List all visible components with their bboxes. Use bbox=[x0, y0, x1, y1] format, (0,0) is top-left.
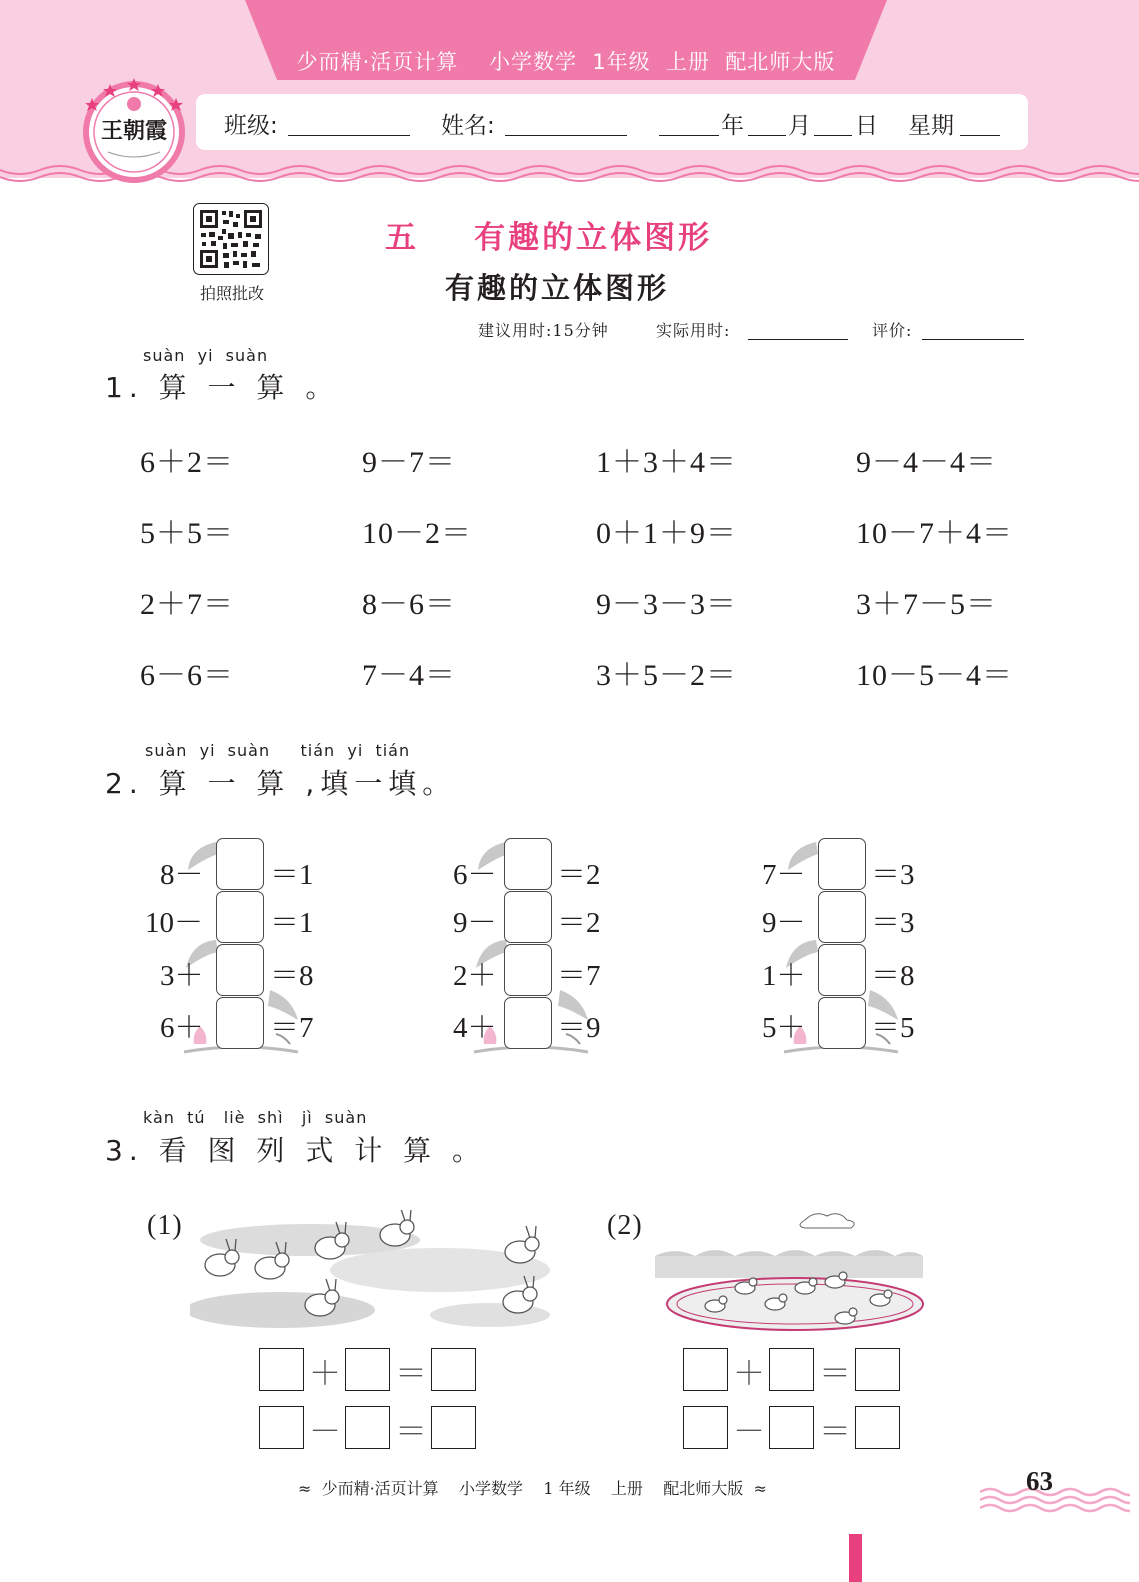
bamboo-equation-left: 3＋ bbox=[160, 960, 204, 992]
q1-equation[interactable]: 3＋5－2＝ bbox=[596, 659, 737, 692]
bamboo-equation-left: 2＋ bbox=[453, 960, 497, 992]
answer-box[interactable] bbox=[259, 1406, 304, 1449]
rabbits-illustration bbox=[190, 1210, 550, 1335]
q3-title: 3. 看 图 列 式 计 算 。 bbox=[105, 1134, 487, 1167]
q1-equation[interactable]: 9－7＝ bbox=[362, 446, 456, 479]
answer-box[interactable] bbox=[818, 944, 866, 996]
q1-equation[interactable]: 5＋5＝ bbox=[140, 517, 234, 550]
name-field[interactable] bbox=[505, 135, 627, 136]
bamboo-equation-right: ＝2 bbox=[557, 859, 601, 891]
bamboo-equation-left: 5＋ bbox=[762, 1012, 806, 1044]
q2-pinyin: suàn yi suàn tián yi tián bbox=[145, 741, 411, 760]
answer-box[interactable] bbox=[683, 1406, 728, 1449]
bamboo-equation-right: ＝3 bbox=[871, 859, 915, 891]
q1-equation[interactable]: 3＋7－5＝ bbox=[856, 588, 997, 621]
qr-label: 拍照批改 bbox=[199, 284, 264, 303]
bamboo-equation-left: 9－ bbox=[453, 907, 497, 939]
bamboo-equation-right: ＝8 bbox=[871, 960, 915, 992]
day-label: 日 bbox=[855, 113, 878, 139]
q1-equation[interactable]: 0＋1＋9＝ bbox=[596, 517, 737, 550]
answer-box[interactable] bbox=[683, 1348, 728, 1391]
equals-sign: ＝ bbox=[394, 1413, 427, 1449]
bamboo-equation-left: 8－ bbox=[160, 859, 204, 891]
rating-field[interactable] bbox=[922, 339, 1024, 340]
weekday-label: 星期 bbox=[908, 113, 954, 139]
bamboo-equation-left: 1＋ bbox=[762, 960, 806, 992]
q1-equation[interactable]: 6－6＝ bbox=[140, 659, 234, 692]
day-field[interactable] bbox=[814, 135, 852, 136]
answer-box[interactable] bbox=[431, 1348, 476, 1391]
page-number: 63 bbox=[1026, 1466, 1053, 1496]
bamboo-equation-left: 9－ bbox=[762, 907, 806, 939]
name-label: 姓名: bbox=[441, 113, 495, 139]
year-field[interactable] bbox=[659, 135, 719, 136]
student-info-bar bbox=[196, 94, 1028, 150]
bamboo-equation-right: ＝9 bbox=[557, 1012, 601, 1044]
bamboo-equation-right: ＝1 bbox=[270, 907, 314, 939]
bamboo-equation-left: 6－ bbox=[453, 859, 497, 891]
rating-label: 评价: bbox=[872, 321, 913, 340]
bamboo-equation-right: ＝7 bbox=[557, 960, 601, 992]
bamboo-equation-left: 6＋ bbox=[160, 1012, 204, 1044]
plus-sign: ＋ bbox=[308, 1355, 341, 1391]
actual-time-label: 实际用时: bbox=[656, 321, 731, 340]
q1-equation[interactable]: 10－5－4＝ bbox=[856, 659, 1013, 692]
answer-box[interactable] bbox=[504, 997, 552, 1049]
q1-title: 1. 算 一 算 。 bbox=[105, 371, 340, 404]
footer-wave-decoration bbox=[980, 1484, 1130, 1520]
bamboo-equation-right: ＝5 bbox=[871, 1012, 915, 1044]
class-label: 班级: bbox=[224, 113, 278, 139]
q2-title: 2. 算 一 算 ,填一填。 bbox=[105, 767, 457, 800]
answer-box[interactable] bbox=[504, 891, 552, 943]
equals-sign: ＝ bbox=[818, 1413, 851, 1449]
bamboo-equation-right: ＝8 bbox=[270, 960, 314, 992]
answer-box[interactable] bbox=[818, 838, 866, 890]
q3-part-label: (1) bbox=[147, 1210, 183, 1241]
equals-sign: ＝ bbox=[818, 1355, 851, 1391]
answer-box[interactable] bbox=[855, 1406, 900, 1449]
series-title: 少而精·活页计算 小学数学 1年级 上册 配北师大版 bbox=[296, 50, 836, 74]
year-label: 年 bbox=[721, 113, 744, 139]
answer-box[interactable] bbox=[504, 838, 552, 890]
lesson-title: 有趣的立体图形 bbox=[445, 271, 670, 305]
month-field[interactable] bbox=[748, 135, 786, 136]
actual-time-field[interactable] bbox=[748, 339, 848, 340]
q1-equation[interactable]: 10－2＝ bbox=[362, 517, 472, 550]
answer-box[interactable] bbox=[504, 944, 552, 996]
class-field[interactable] bbox=[288, 135, 410, 136]
answer-box[interactable] bbox=[216, 944, 264, 996]
ducks-pond-illustration bbox=[655, 1208, 925, 1338]
month-label: 月 bbox=[788, 113, 811, 139]
answer-box[interactable] bbox=[769, 1406, 814, 1449]
minus-sign: － bbox=[732, 1413, 765, 1449]
answer-box[interactable] bbox=[431, 1406, 476, 1449]
weekday-field[interactable] bbox=[960, 135, 1000, 136]
answer-box[interactable] bbox=[769, 1348, 814, 1391]
plus-sign: ＋ bbox=[732, 1355, 765, 1391]
unit-title: 五 有趣的立体图形 bbox=[385, 220, 713, 256]
answer-box[interactable] bbox=[216, 997, 264, 1049]
q3-pinyin: kàn tú liè shì jì suàn bbox=[143, 1108, 368, 1127]
bamboo-equation-right: ＝3 bbox=[871, 907, 915, 939]
answer-box[interactable] bbox=[818, 997, 866, 1049]
q1-equation[interactable]: 7－4＝ bbox=[362, 659, 456, 692]
answer-box[interactable] bbox=[855, 1348, 900, 1391]
q1-equation[interactable]: 6＋2＝ bbox=[140, 446, 234, 479]
bamboo-equation-left: 7－ bbox=[762, 859, 806, 891]
answer-box[interactable] bbox=[259, 1348, 304, 1391]
svg-text:王朝霞: 王朝霞 bbox=[100, 118, 168, 144]
qr-code-icon[interactable] bbox=[193, 203, 269, 275]
q1-equation[interactable]: 9－3－3＝ bbox=[596, 588, 737, 621]
answer-box[interactable] bbox=[216, 891, 264, 943]
brand-logo-seal bbox=[78, 72, 190, 184]
bamboo-equation-right: ＝1 bbox=[270, 859, 314, 891]
q1-equation[interactable]: 8－6＝ bbox=[362, 588, 456, 621]
q3-part-label: (2) bbox=[607, 1210, 643, 1241]
answer-box[interactable] bbox=[345, 1348, 390, 1391]
q1-equation[interactable]: 9－4－4＝ bbox=[856, 446, 997, 479]
q1-equation[interactable]: 10－7＋4＝ bbox=[856, 517, 1013, 550]
q1-equation[interactable]: 1＋3＋4＝ bbox=[596, 446, 737, 479]
bamboo-equation-right: ＝2 bbox=[557, 907, 601, 939]
bamboo-equation-right: ＝7 bbox=[270, 1012, 314, 1044]
answer-box[interactable] bbox=[216, 838, 264, 890]
q1-pinyin: suàn yi suàn bbox=[143, 346, 269, 365]
suggested-time: 建议用时:15分钟 bbox=[478, 321, 609, 340]
answer-box[interactable] bbox=[818, 891, 866, 943]
minus-sign: － bbox=[308, 1413, 341, 1449]
footer-series-text: ≈ 少而精·活页计算 小学数学 1 年级 上册 配北师大版 ≈ bbox=[298, 1479, 767, 1498]
page-edge-tab bbox=[849, 1534, 862, 1582]
equals-sign: ＝ bbox=[394, 1355, 427, 1391]
bamboo-equation-left: 4＋ bbox=[453, 1012, 497, 1044]
answer-box[interactable] bbox=[345, 1406, 390, 1449]
q1-equation[interactable]: 2＋7＝ bbox=[140, 588, 234, 621]
bamboo-equation-left: 10－ bbox=[145, 907, 204, 939]
